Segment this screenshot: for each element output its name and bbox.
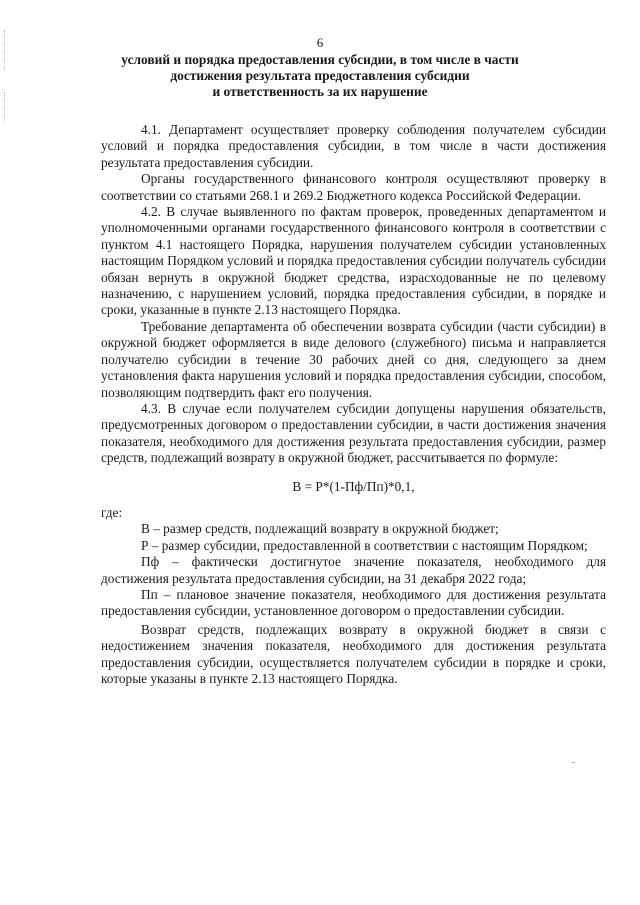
scan-speck (572, 762, 575, 763)
heading-line: и ответственность за их нарушение (212, 84, 428, 99)
definition-item: Пп – плановое значение показателя, необходимого для достижения результата предоставления субсидии, установленное договором о предоставлении субсидии. (101, 586, 606, 619)
scan-margin-mark (4, 92, 9, 122)
definition-item: Пф – фактически достигнутое значение показателя, необходимого для достижения результата предоставления субсидии, на 31 декабря 2022 года; (101, 554, 606, 586)
paragraph-4-2: 4.2. В случае выявленного по фактам проверок, проведенных департаментом и уполномоченными органами государственного финансового контроля в соответствии с пунктом 4.1 настоящего Порядка, нарушения получателем субсидии установленных настоящим Порядком условий и порядка предоставления субсидии получатель субсидии обязан вернуть в окружной бюджет средства, израсходованные не по целевому назначению, с нарушением условий, порядка предоставления субсидии, в порядке и сроки, указанные в пункте 2.13 настоящего Порядка. (101, 204, 606, 318)
definition-item: В – размер средств, подлежащий возврату в окружной бюджет; (141, 521, 499, 537)
paragraph-4-3: 4.3. В случае если получателем субсидии допущены нарушения обязательств, предусмотренных договором о предоставлении субсидии, в части достижения значения показателя, необходимого для достижения результата предоставления субсидии, размер средств, подлежащий возврату в окружной бюджет, рассчитывается по формуле: (101, 400, 606, 466)
definition-item: Р – размер субсидии, предоставленной в соответствии с настоящим Порядком; (141, 537, 588, 553)
page-number: 6 (316, 35, 324, 50)
paragraph-control-bodies: Органы государственного финансового контроля осуществляют проверку в соответствии со статьями 268.1 и 269.2 Бюджетного кодекса Российской Федерации. (101, 171, 606, 203)
paragraph-4-1: 4.1. Департамент осуществляет проверку соблюдения получателем субсидии условий и порядка предоставления субсидии, в том числе в части достижения результата предоставления субсидии. (101, 122, 606, 170)
heading-line: условий и порядка предоставления субсидии, в том числе в части (121, 52, 519, 67)
section-heading (100, 52, 540, 100)
paragraph-refund-demand: Требование департамента об обеспечении возврата субсидии (части субсидии) в окружной бюджет оформляется в виде делового (служебного) письма и направляется получателю субсидии в течение 30 рабочих дней со дня, следующего за днем установления факта нарушения условий и порядка предоставления субсидии, способом, позволяющим подтвердить факт его получения. (101, 318, 606, 400)
paragraph-closing: Возврат средств, подлежащих возврату в окружной бюджет в связи с недостижением значения показателя, необходимого для достижения результата предоставления субсидии, осуществляется получателем субсидии в порядке и сроки, которые указаны в пункте 2.13 настоящего Порядка. (101, 621, 606, 686)
refund-formula: В = Р*(1-Пф/Пп)*0,1, (292, 478, 415, 494)
where-label: где: (101, 504, 123, 520)
heading-line: достижения результата предоставления субсидии (170, 68, 470, 83)
document-body (101, 122, 606, 687)
